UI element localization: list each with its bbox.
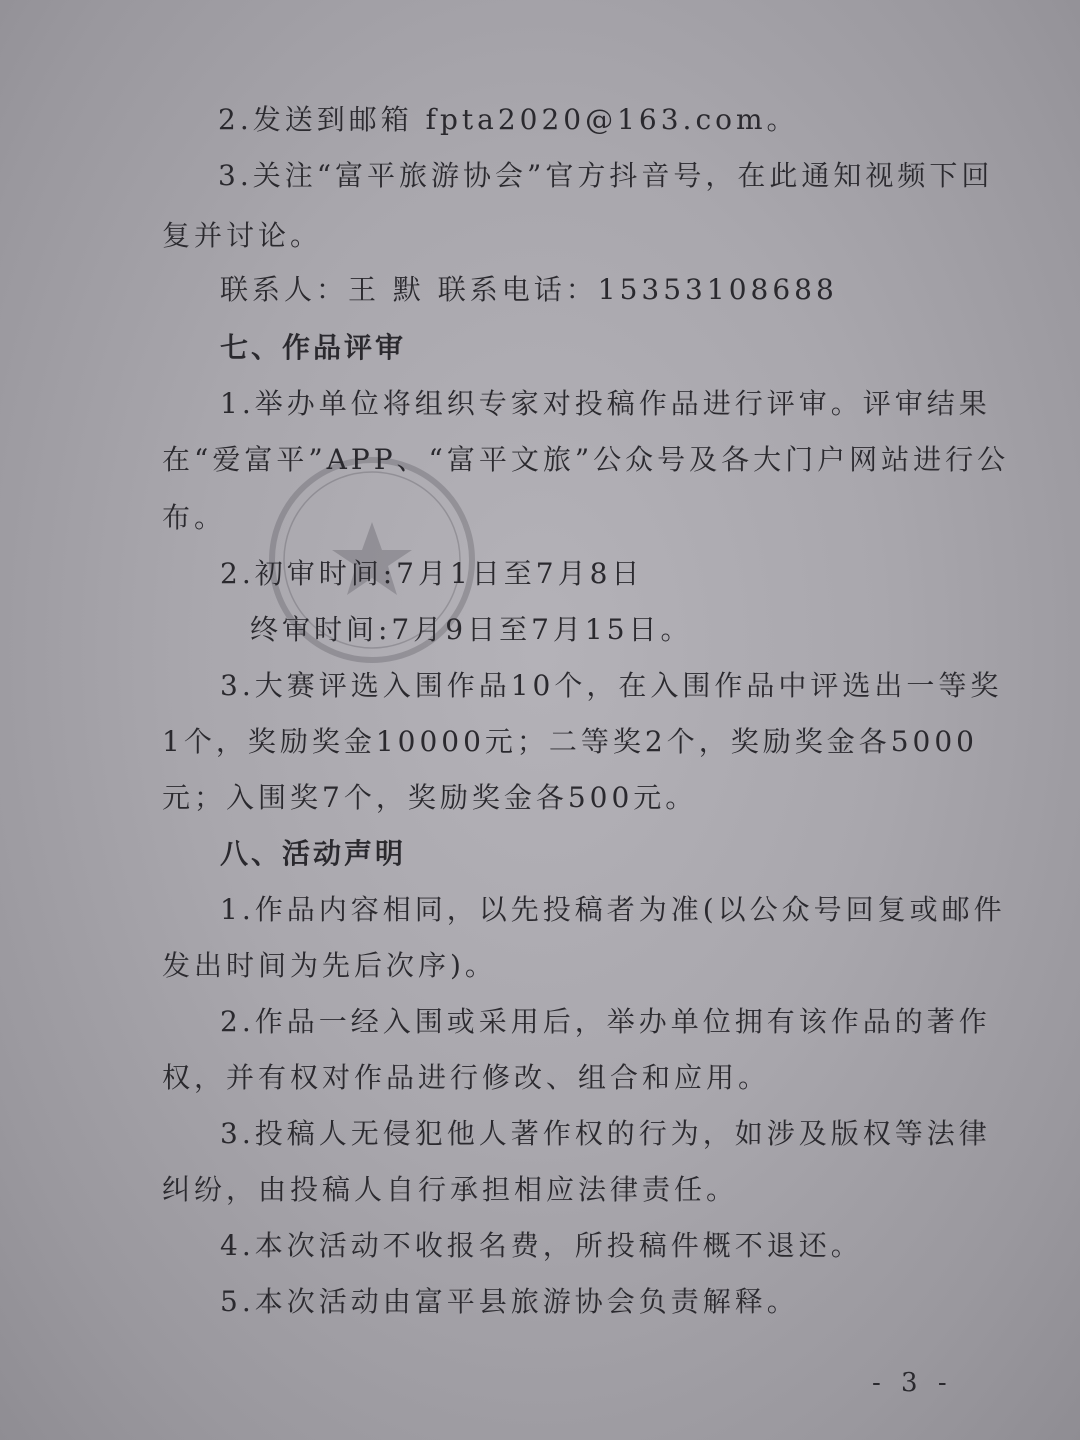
paragraph-statement-2-cont: 权，并有权对作品进行修改、组合和应用。 xyxy=(162,1061,771,1094)
paragraph-statement-3: 3.投稿人无侵犯他人著作权的行为，如涉及版权等法律 xyxy=(220,1117,991,1150)
paragraph-review-2: 2.初审时间:7月1日至7月8日 xyxy=(220,557,644,590)
paragraph-statement-5: 5.本次活动由富平县旅游协会负责解释。 xyxy=(220,1285,799,1318)
paragraph-douyin-cont: 复并讨论。 xyxy=(162,219,323,252)
paragraph-review-3-end: 元；入围奖7个，奖励奖金各500元。 xyxy=(162,781,698,814)
paragraph-email: 2.发送到邮箱 fpta2020@163.com。 xyxy=(218,103,799,136)
paragraph-statement-2: 2.作品一经入围或采用后，举办单位拥有该作品的著作 xyxy=(220,1005,991,1038)
paragraph-statement-1-cont: 发出时间为先后次序)。 xyxy=(162,949,497,982)
paragraph-review-1-cont: 在“爱富平”APP、“富平文旅”公众号及各大门户网站进行公 xyxy=(162,443,1010,476)
paragraph-review-3-cont: 1个，奖励奖金10000元；二等奖2个，奖励奖金各5000 xyxy=(162,725,978,758)
page-number: - 3 - xyxy=(872,1368,953,1398)
paragraph-review-1-end: 布。 xyxy=(162,501,227,534)
paragraph-statement-3-cont: 纠纷，由投稿人自行承担相应法律责任。 xyxy=(162,1173,739,1206)
paragraph-review-1: 1.举办单位将组织专家对投稿作品进行评审。评审结果 xyxy=(220,387,991,420)
paragraph-statement-4: 4.本次活动不收报名费，所投稿件概不退还。 xyxy=(220,1229,863,1262)
paragraph-review-2-final: 终审时间:7月9日至7月15日。 xyxy=(250,613,693,646)
section-heading-review: 七、作品评审 xyxy=(220,331,407,364)
paragraph-review-3: 3.大赛评选入围作品10个，在入围作品中评选出一等奖 xyxy=(220,669,1003,702)
paragraph-douyin: 3.关注“富平旅游协会”官方抖音号，在此通知视频下回 xyxy=(218,159,994,192)
paragraph-contact: 联系人：王 默 联系电话：15353108688 xyxy=(220,273,838,306)
paragraph-statement-1: 1.作品内容相同，以先投稿者为准(以公众号回复或邮件 xyxy=(220,893,1006,926)
section-heading-statement: 八、活动声明 xyxy=(220,837,407,870)
